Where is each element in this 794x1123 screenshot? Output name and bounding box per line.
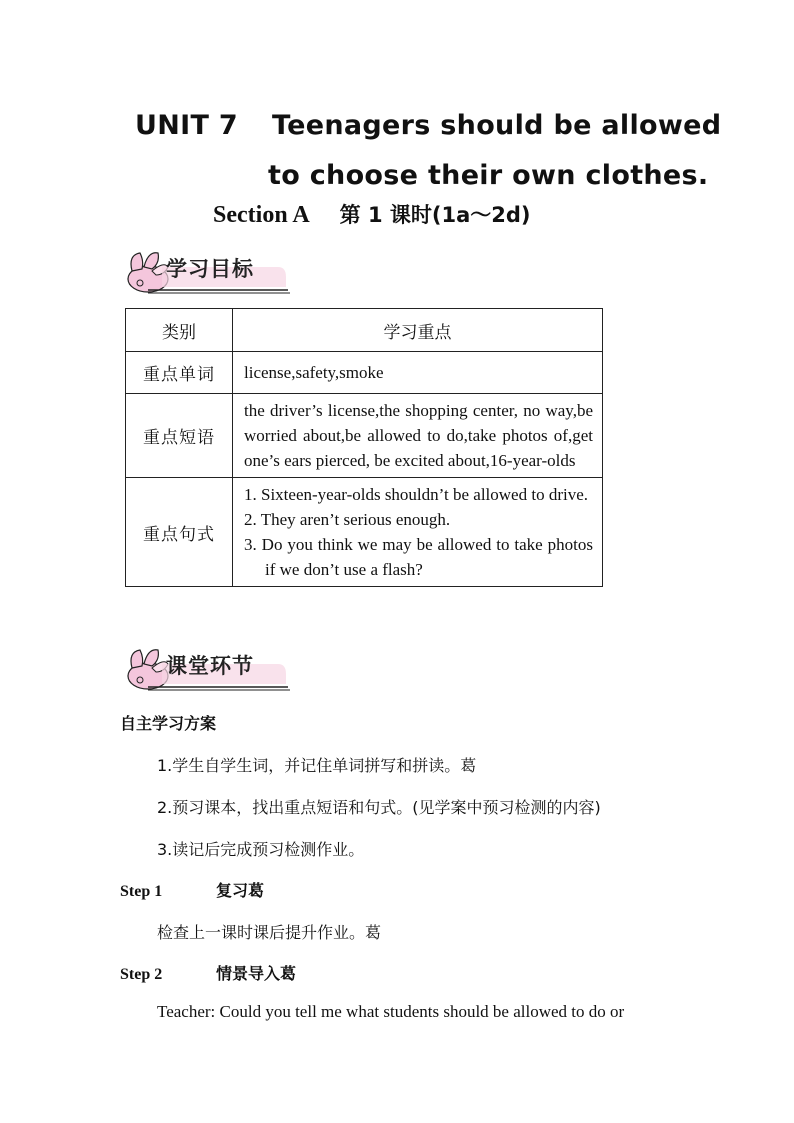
list-item: 3.读记后完成预习检测作业。 [157, 840, 365, 859]
learning-focus-table [125, 308, 603, 587]
objectives-badge [118, 247, 293, 295]
step-2-heading [120, 961, 296, 984]
objectives-label: 学习目标 [166, 257, 254, 281]
sentence-item: 2. They aren’t serious enough. [244, 510, 451, 529]
step-1-heading [120, 878, 264, 901]
teacher-line: Teacher: Could you tell me what students should be allowed to do or [157, 1002, 625, 1021]
section-label: Section A [213, 202, 310, 228]
row-content: the driver’s license,the shopping center, no way,be worried about,be allowed to do,take photos of,get one’s ears pierced, be excited about,16-year-olds [233, 394, 603, 478]
table-row [126, 394, 603, 478]
lesson-label: 第 1 课时(1a～2d) [339, 203, 531, 227]
step-name: 复习葛 [216, 881, 265, 900]
step-name: 情景导入葛 [216, 964, 297, 983]
unit-label: UNIT 7 [135, 110, 238, 141]
row-category: 重点单词 [126, 352, 233, 394]
step-label: Step 2 [120, 966, 163, 983]
header-category: 类别 [126, 309, 233, 352]
self-study-heading: 自主学习方案 [120, 714, 217, 733]
table-row [126, 478, 603, 587]
table-row [126, 352, 603, 394]
row-sentences [233, 478, 603, 587]
step-1-text: 检查上一课时课后提升作业。葛 [157, 923, 382, 942]
classroom-label: 课堂环节 [166, 654, 254, 678]
title-line-1 [135, 110, 721, 141]
step-label: Step 1 [120, 883, 163, 900]
section-title [213, 199, 531, 229]
row-category: 重点短语 [126, 394, 233, 478]
classroom-badge [118, 644, 293, 692]
header-focus: 学习重点 [233, 309, 603, 352]
sentence-item: 3. Do you think we may be allowed to take photos if we don’t use a flash? [244, 535, 593, 579]
row-category: 重点句式 [126, 478, 233, 587]
list-item: 2.预习课本，找出重点短语和句式。(见学案中预习检测的内容) [157, 798, 601, 817]
title-line-2: to choose their own clothes. [268, 160, 709, 191]
sentence-item: 1. Sixteen-year-olds shouldn’t be allowed to drive. [244, 485, 588, 504]
row-content: license,safety,smoke [233, 352, 603, 394]
list-item: 1.学生自学生词，并记住单词拼写和拼读。葛 [157, 756, 477, 775]
table-header-row [126, 309, 603, 352]
title-text-1: Teenagers should be allowed [271, 110, 722, 141]
